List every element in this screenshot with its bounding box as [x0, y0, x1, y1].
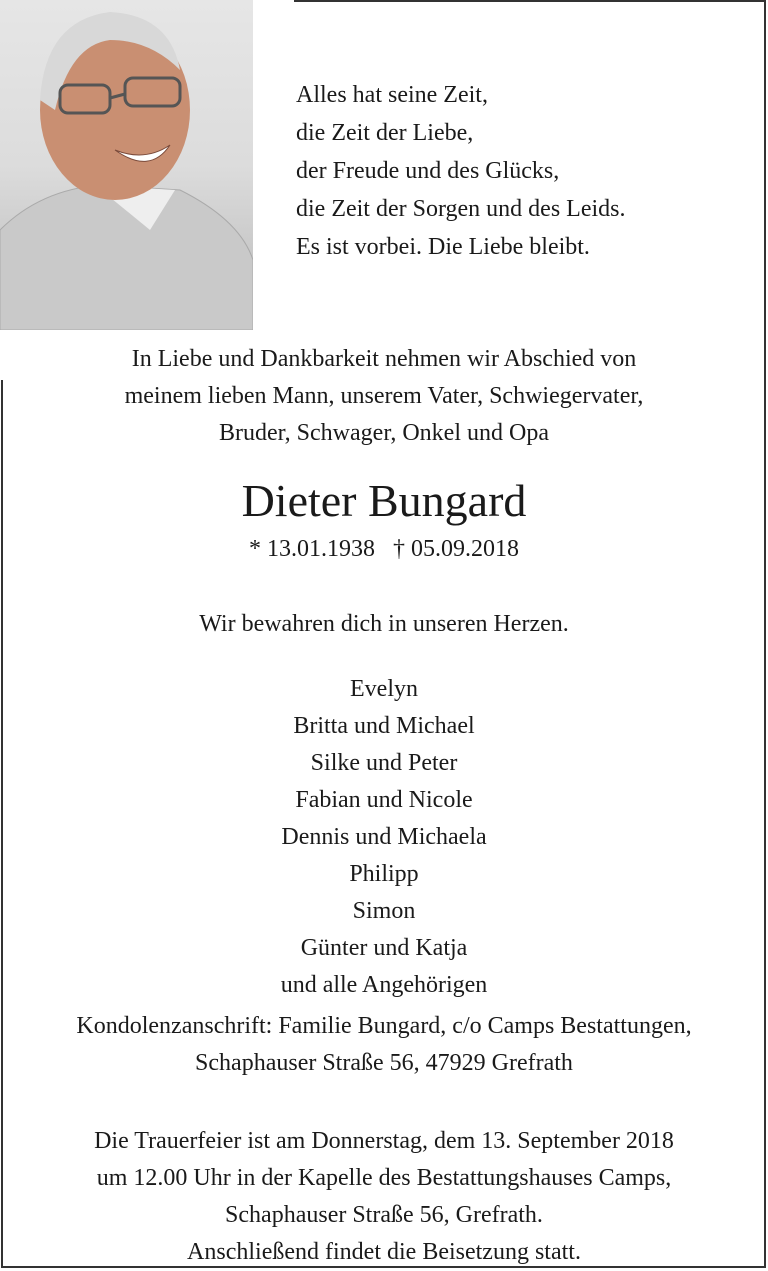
- funeral-line: Anschließend findet die Beisetzung statt.: [187, 1239, 581, 1265]
- verse-line: der Freude und des Glücks,: [296, 158, 560, 184]
- verse-line: die Zeit der Liebe,: [296, 120, 474, 146]
- condolence-line: Kondolenzanschrift: Familie Bungard, c/o Camps Bestattungen,: [76, 1013, 692, 1039]
- mourner: Dennis und Michaela: [281, 824, 487, 850]
- border-top: [294, 0, 766, 2]
- mourner: Simon: [352, 898, 416, 924]
- mourner: Philipp: [349, 861, 419, 887]
- condolence-address: [0, 1008, 768, 1082]
- mourner: Evelyn: [350, 676, 418, 702]
- portrait-photo: [0, 0, 253, 330]
- mourner: Britta und Michael: [293, 713, 475, 739]
- verse-line: die Zeit der Sorgen und des Leids.: [296, 196, 626, 222]
- intro-line: Bruder, Schwager, Onkel und Opa: [219, 420, 549, 446]
- mourner: Günter und Katja: [300, 935, 468, 961]
- life-dates: * 13.01.1938 † 05.09.2018: [249, 536, 519, 562]
- mourner: Silke und Peter: [310, 750, 458, 776]
- funeral-line: um 12.00 Uhr in der Kapelle des Bestattungshauses Camps,: [96, 1165, 672, 1191]
- intro-line: In Liebe und Dankbarkeit nehmen wir Abschied von: [131, 346, 637, 372]
- mourner: und alle Angehörigen: [280, 972, 488, 998]
- intro: [0, 341, 768, 452]
- verse: [296, 76, 625, 266]
- verse-line: Es ist vorbei. Die Liebe bleibt.: [296, 234, 590, 260]
- condolence-line: Schaphauser Straße 56, 47929 Grefrath: [195, 1050, 573, 1076]
- funeral-line: Schaphauser Straße 56, Grefrath.: [225, 1202, 543, 1228]
- motto: Wir bewahren dich in unseren Herzen.: [199, 611, 569, 637]
- mourners-list: [0, 671, 768, 1004]
- funeral-info: [0, 1123, 768, 1271]
- verse-line: Alles hat seine Zeit,: [296, 82, 488, 108]
- deceased-name: Dieter Bungard: [241, 475, 527, 526]
- funeral-line: Die Trauerfeier ist am Donnerstag, dem 13. September 2018: [94, 1128, 674, 1154]
- mourner: Fabian und Nicole: [295, 787, 473, 813]
- intro-line: meinem lieben Mann, unserem Vater, Schwiegervater,: [124, 383, 644, 409]
